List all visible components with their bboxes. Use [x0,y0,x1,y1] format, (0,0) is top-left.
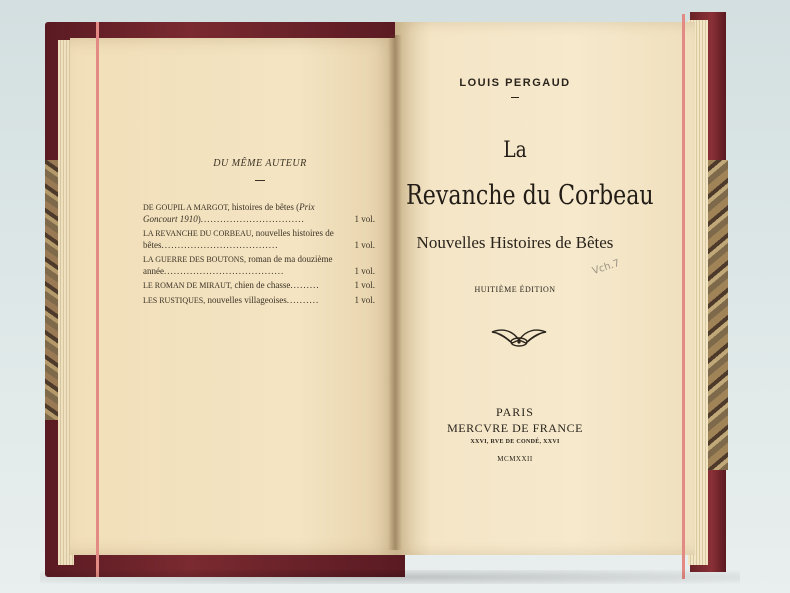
work-title-caps: LES RUSTIQUES, [143,295,206,305]
work-title-caps: LA REVANCHE DU CORBEAU, [143,229,254,238]
work-volumes: 1 vol. [354,265,375,276]
leader-dots: .......... [286,294,320,305]
also-by-heading: DU MÊME AUTEUR [213,158,307,169]
work-item [143,280,375,292]
work-title-caps: LA GUERRE DES BOUTONS, [143,255,246,264]
work-title [143,228,348,251]
work-item [143,295,375,307]
left-ribbon-bookmark [96,22,99,577]
work-item [143,202,375,225]
work-title [143,254,348,277]
work-title [143,295,348,307]
work-title-text: nouvelles histoires de bêtes [143,228,334,250]
author-name: LOUIS PERGAUD [459,77,571,89]
work-volumes: 1 vol. [354,280,375,290]
work-title-text: histoires de bêtes ( [231,202,300,212]
work-item [143,254,375,277]
winged-ornament-icon [490,324,548,348]
leader-dots: ......... [290,280,320,290]
work-title-caps: DE GOUPIL A MARGOT, [143,203,230,212]
work-title-end: ) [197,213,201,224]
book-title: Revanche du Corbeau [406,180,654,211]
work-volumes: 1 vol. [354,294,375,305]
work-title [143,202,348,225]
publisher-name: MERCVRE DE FRANCE [447,421,583,435]
right-marbled-paper [706,160,728,470]
right-ribbon-bookmark [682,14,685,579]
work-volumes: 1 vol. [354,213,375,224]
leader-dots: .................................... [161,239,279,250]
work-title-text: chien de chasse [234,280,291,290]
pencil-annotation: Vch.7 [590,257,622,278]
work-title-caps: LE ROMAN DE MIRAUT, [143,281,233,290]
leader-dots: ................................ [200,213,305,224]
book-subtitle: Nouvelles Histoires de Bêtes [416,233,614,252]
book-shadow [40,570,740,584]
works-list [143,202,375,309]
publisher-city: PARIS [496,405,534,419]
edition-label: HUITIÈME ÉDITION [474,285,556,294]
book-title-article: La [503,138,527,163]
heading-rule [255,180,265,181]
work-volumes: 1 vol. [354,239,375,250]
work-title-italic: Prix Goncourt 1910 [143,202,315,224]
work-item [143,228,375,251]
work-title-text: roman de ma douzième année [143,254,333,276]
publisher-address: XXVI, RVE DE CONDÉ, XXVI [470,439,560,445]
work-title [143,280,348,292]
author-rule [511,97,519,98]
leader-dots: ..................................... [163,265,285,276]
publication-year: MCMXXII [497,455,533,463]
work-title-text: nouvelles villageoises [207,294,287,305]
